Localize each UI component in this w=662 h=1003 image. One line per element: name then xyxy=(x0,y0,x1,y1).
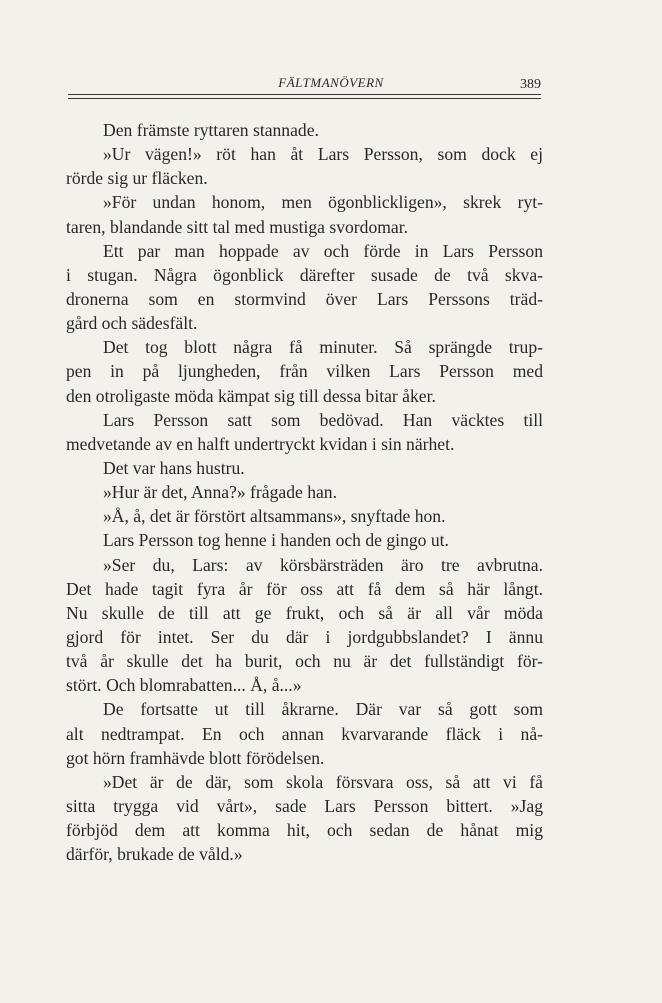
text-line: förbjöd dem att komma hit, och sedan de hånat mig xyxy=(66,820,543,841)
text-line: den otroligaste möda kämpat sig till dessa bitar åker. xyxy=(66,385,436,406)
text-line: »Ser du, Lars: av körsbärsträden äro tre avbrutna. xyxy=(103,554,543,575)
text-line: De fortsatte ut till åkrarne. Där var så gott som xyxy=(103,699,543,720)
running-header-title: FÄLTMANÖVERN xyxy=(278,75,384,90)
text-line: Det var hans hustru. xyxy=(103,457,245,478)
text-line: Ett par man hoppade av och förde in Lars Persson xyxy=(103,240,543,261)
text-line: »Å, å, det är förstört altsammans», snyftade hon. xyxy=(103,506,446,527)
text-line: Lars Persson tog henne i handen och de gingo ut. xyxy=(103,530,449,551)
text-line: Den främste ryttaren stannade. xyxy=(103,120,319,140)
text-line: Nu skulle de till att ge frukt, och så är all vår möda xyxy=(66,602,543,623)
body-text xyxy=(66,118,543,866)
header-rule-upper xyxy=(68,94,541,95)
text-line: sitta trygga vid vårt», sade Lars Persson bittert. »Jag xyxy=(66,795,543,816)
text-line: »Ur vägen!» röt han åt Lars Persson, som dock ej xyxy=(103,144,543,165)
header-rule-lower xyxy=(68,98,541,99)
text-line: alt nedtrampat. En och annan kvarvarande fläck i nå- xyxy=(66,723,543,744)
text-line: gård och sädesfält. xyxy=(66,313,198,334)
text-line: »För undan honom, men ögonblickligen», skrek ryt- xyxy=(103,192,543,213)
text-line: »Det är de där, som skola försvara oss, så att vi få xyxy=(103,771,543,792)
text-line: två år skulle det ha burit, och nu är det fullständigt för- xyxy=(66,651,543,672)
text-line: got hörn framhävde blott förödelsen. xyxy=(66,747,325,768)
text-line: »Hur är det, Anna?» frågade han. xyxy=(103,482,337,503)
text-line: därför, brukade de våld.» xyxy=(66,844,243,865)
text-line: Lars Persson satt som bedövad. Han väcktes till xyxy=(103,409,543,430)
text-line: gjord för intet. Ser du där i jordgubbslandet? I ännu xyxy=(66,626,543,647)
text-line: Det tog blott några få minuter. Så sprängde trup- xyxy=(103,337,543,358)
text-line: dronerna som en stormvind över Lars Perssons träd- xyxy=(66,288,543,309)
text-line: rörde sig ur fläcken. xyxy=(66,168,208,189)
text-line: i stugan. Några ögonblick därefter susade de två skva- xyxy=(66,264,543,285)
text-line: taren, blandande sitt tal med mustiga svordomar. xyxy=(66,216,409,237)
page-number: 389 xyxy=(520,77,541,92)
text-line: Det hade tagit fyra år för oss att få dem så här långt. xyxy=(66,578,543,599)
text-line: pen in på ljungheden, från vilken Lars Persson med xyxy=(66,361,543,382)
text-line: medvetande av en halft undertryckt kvidan i sin närhet. xyxy=(66,433,455,454)
text-line: stört. Och blomrabatten... Å, å...» xyxy=(66,675,302,696)
